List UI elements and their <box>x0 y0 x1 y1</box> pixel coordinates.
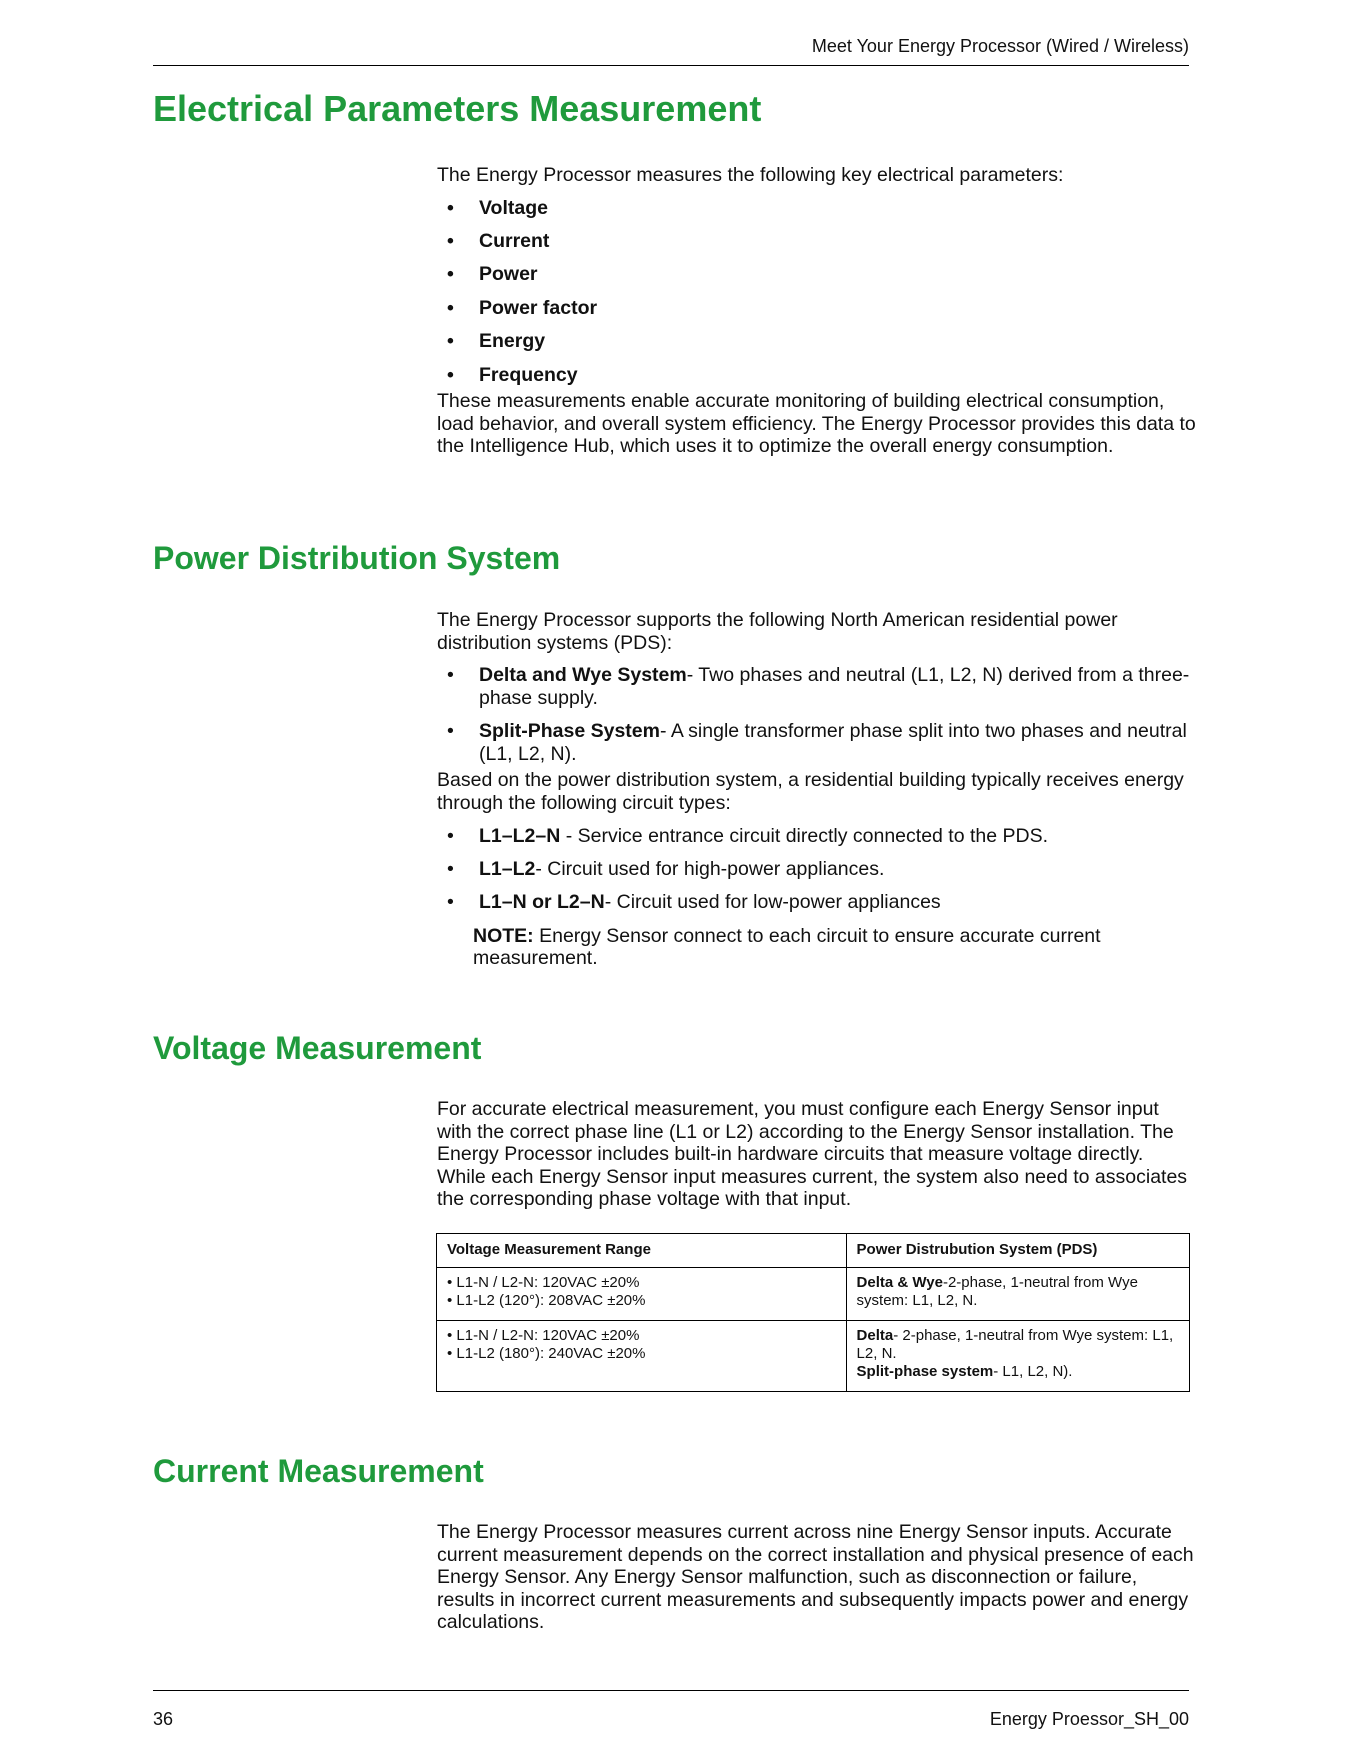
voltage-range-table <box>436 1233 1190 1392</box>
range-line: • L1-N / L2-N: 120VAC ±20% <box>447 1274 640 1291</box>
pds-term: Delta <box>856 1327 894 1344</box>
document-id: Energy Proessor_SH_00 <box>989 1709 1189 1729</box>
parameter-item: • Frequency <box>437 364 1197 387</box>
pds-system-desc: - Two phases and neutral (L1, L2, N) derived from a three-phase supply. <box>479 664 1190 709</box>
circuit-desc: - Circuit used for low-power appliances <box>604 891 941 914</box>
parameter-item: • Current <box>437 230 1197 253</box>
parameter-item: • Energy <box>437 330 1197 353</box>
footer-rule <box>153 1690 1189 1691</box>
electrical-section-body <box>437 164 1197 458</box>
pds-system-term: Delta and Wye System <box>479 664 687 687</box>
section-title-voltage: Voltage Measurement <box>153 1030 482 1066</box>
pds-desc: -2-phase, 1-neutral from Wye system: L1, L2, N. <box>856 1274 1138 1309</box>
pds-desc: - 2-phase, 1-neutral from Wye system: L1, L2, N. <box>856 1327 1174 1362</box>
pds-term: Delta & Wye <box>856 1274 943 1291</box>
note-label: NOTE: <box>473 924 534 947</box>
parameter-item: • Voltage <box>437 197 1197 220</box>
header-rule <box>153 65 1189 66</box>
circuit-item <box>437 825 1197 848</box>
page-number: 36 <box>153 1709 174 1729</box>
circuit-list <box>437 825 1197 914</box>
pds-cell <box>846 1321 1189 1392</box>
note <box>437 925 1197 970</box>
current-body: The Energy Processor measures current across nine Energy Sensor inputs. Accurate current measurement depends on the correct installation and physical presence of each Energy Sensor. Any Energy Sensor malfunction, such as disconnection or failure, results in incorrect current measurements and subsequently impacts power and energy calculations. <box>437 1521 1194 1634</box>
pds-desc: - L1, L2, N). <box>993 1363 1073 1380</box>
voltage-body: For accurate electrical measurement, you must configure each Energy Sensor input with the correct phase line (L1 or L2) according to the Energy Sensor installation. The Energy Processor includes built-in hardware circuits that measure voltage directly. While each Energy Sensor input measures current, the system also need to associates the corresponding phase voltage with that input. <box>437 1098 1188 1211</box>
section-title-electrical: Electrical Parameters Measurement <box>153 88 762 129</box>
circuits-intro: Based on the power distribution system, a residential building typically receives energy through the following circuit types: <box>437 769 1184 814</box>
table-header-cell: Voltage Measurement Range <box>437 1234 847 1268</box>
running-header: Meet Your Energy Processor (Wired / Wireless) <box>811 36 1189 56</box>
pds-intro: The Energy Processor supports the following North American residential power distribution systems (PDS): <box>437 609 1118 654</box>
table-header-row <box>437 1234 1190 1268</box>
circuit-term: L1–L2–N <box>479 824 561 847</box>
current-section-body <box>437 1521 1197 1634</box>
pds-system-item <box>437 664 1197 709</box>
parameter-list <box>437 197 1197 387</box>
note-text: Energy Sensor connect to each circuit to ensure accurate current measurement. <box>473 924 1101 970</box>
pds-system-desc: - A single transformer phase split into two phases and neutral (L1, L2, N). <box>479 720 1187 765</box>
voltage-section-body <box>437 1098 1197 1211</box>
section-title-current: Current Measurement <box>153 1453 484 1489</box>
circuit-item <box>437 891 1197 914</box>
pds-section-body <box>437 609 1197 970</box>
circuit-desc: - Circuit used for high-power appliances. <box>535 857 885 880</box>
range-line: • L1-N / L2-N: 120VAC ±20% <box>447 1327 640 1344</box>
section-title-pds: Power Distribution System <box>153 540 561 576</box>
pds-system-term: Split-Phase System <box>479 720 660 743</box>
pds-cell <box>846 1268 1189 1321</box>
electrical-intro: The Energy Processor measures the following key electrical parameters: <box>437 164 1064 186</box>
circuit-term: L1–N or L2–N <box>479 891 605 914</box>
parameter-item: • Power <box>437 263 1197 286</box>
range-line: • L1-L2 (180°): 240VAC ±20% <box>447 1345 646 1362</box>
pds-system-list <box>437 664 1197 765</box>
voltage-range-cell <box>437 1321 847 1392</box>
electrical-outro: These measurements enable accurate monitoring of building electrical consumption, load behavior, and overall system efficiency. The Energy Processor provides this data to the Intelligence Hub, which uses it to optimize the overall energy consumption. <box>437 390 1196 458</box>
table-row <box>437 1321 1190 1392</box>
parameter-item: • Power factor <box>437 297 1197 320</box>
range-line: • L1-L2 (120°): 208VAC ±20% <box>447 1292 646 1309</box>
pds-term: Split-phase system <box>856 1363 994 1380</box>
table-header-cell: Power Distrubution System (PDS) <box>846 1234 1189 1268</box>
pds-system-item <box>437 720 1197 765</box>
table-row <box>437 1268 1190 1321</box>
circuit-item <box>437 858 1197 881</box>
voltage-range-cell <box>437 1268 847 1321</box>
circuit-term: L1–L2 <box>479 857 536 880</box>
circuit-desc: - Service entrance circuit directly connected to the PDS. <box>560 824 1049 847</box>
